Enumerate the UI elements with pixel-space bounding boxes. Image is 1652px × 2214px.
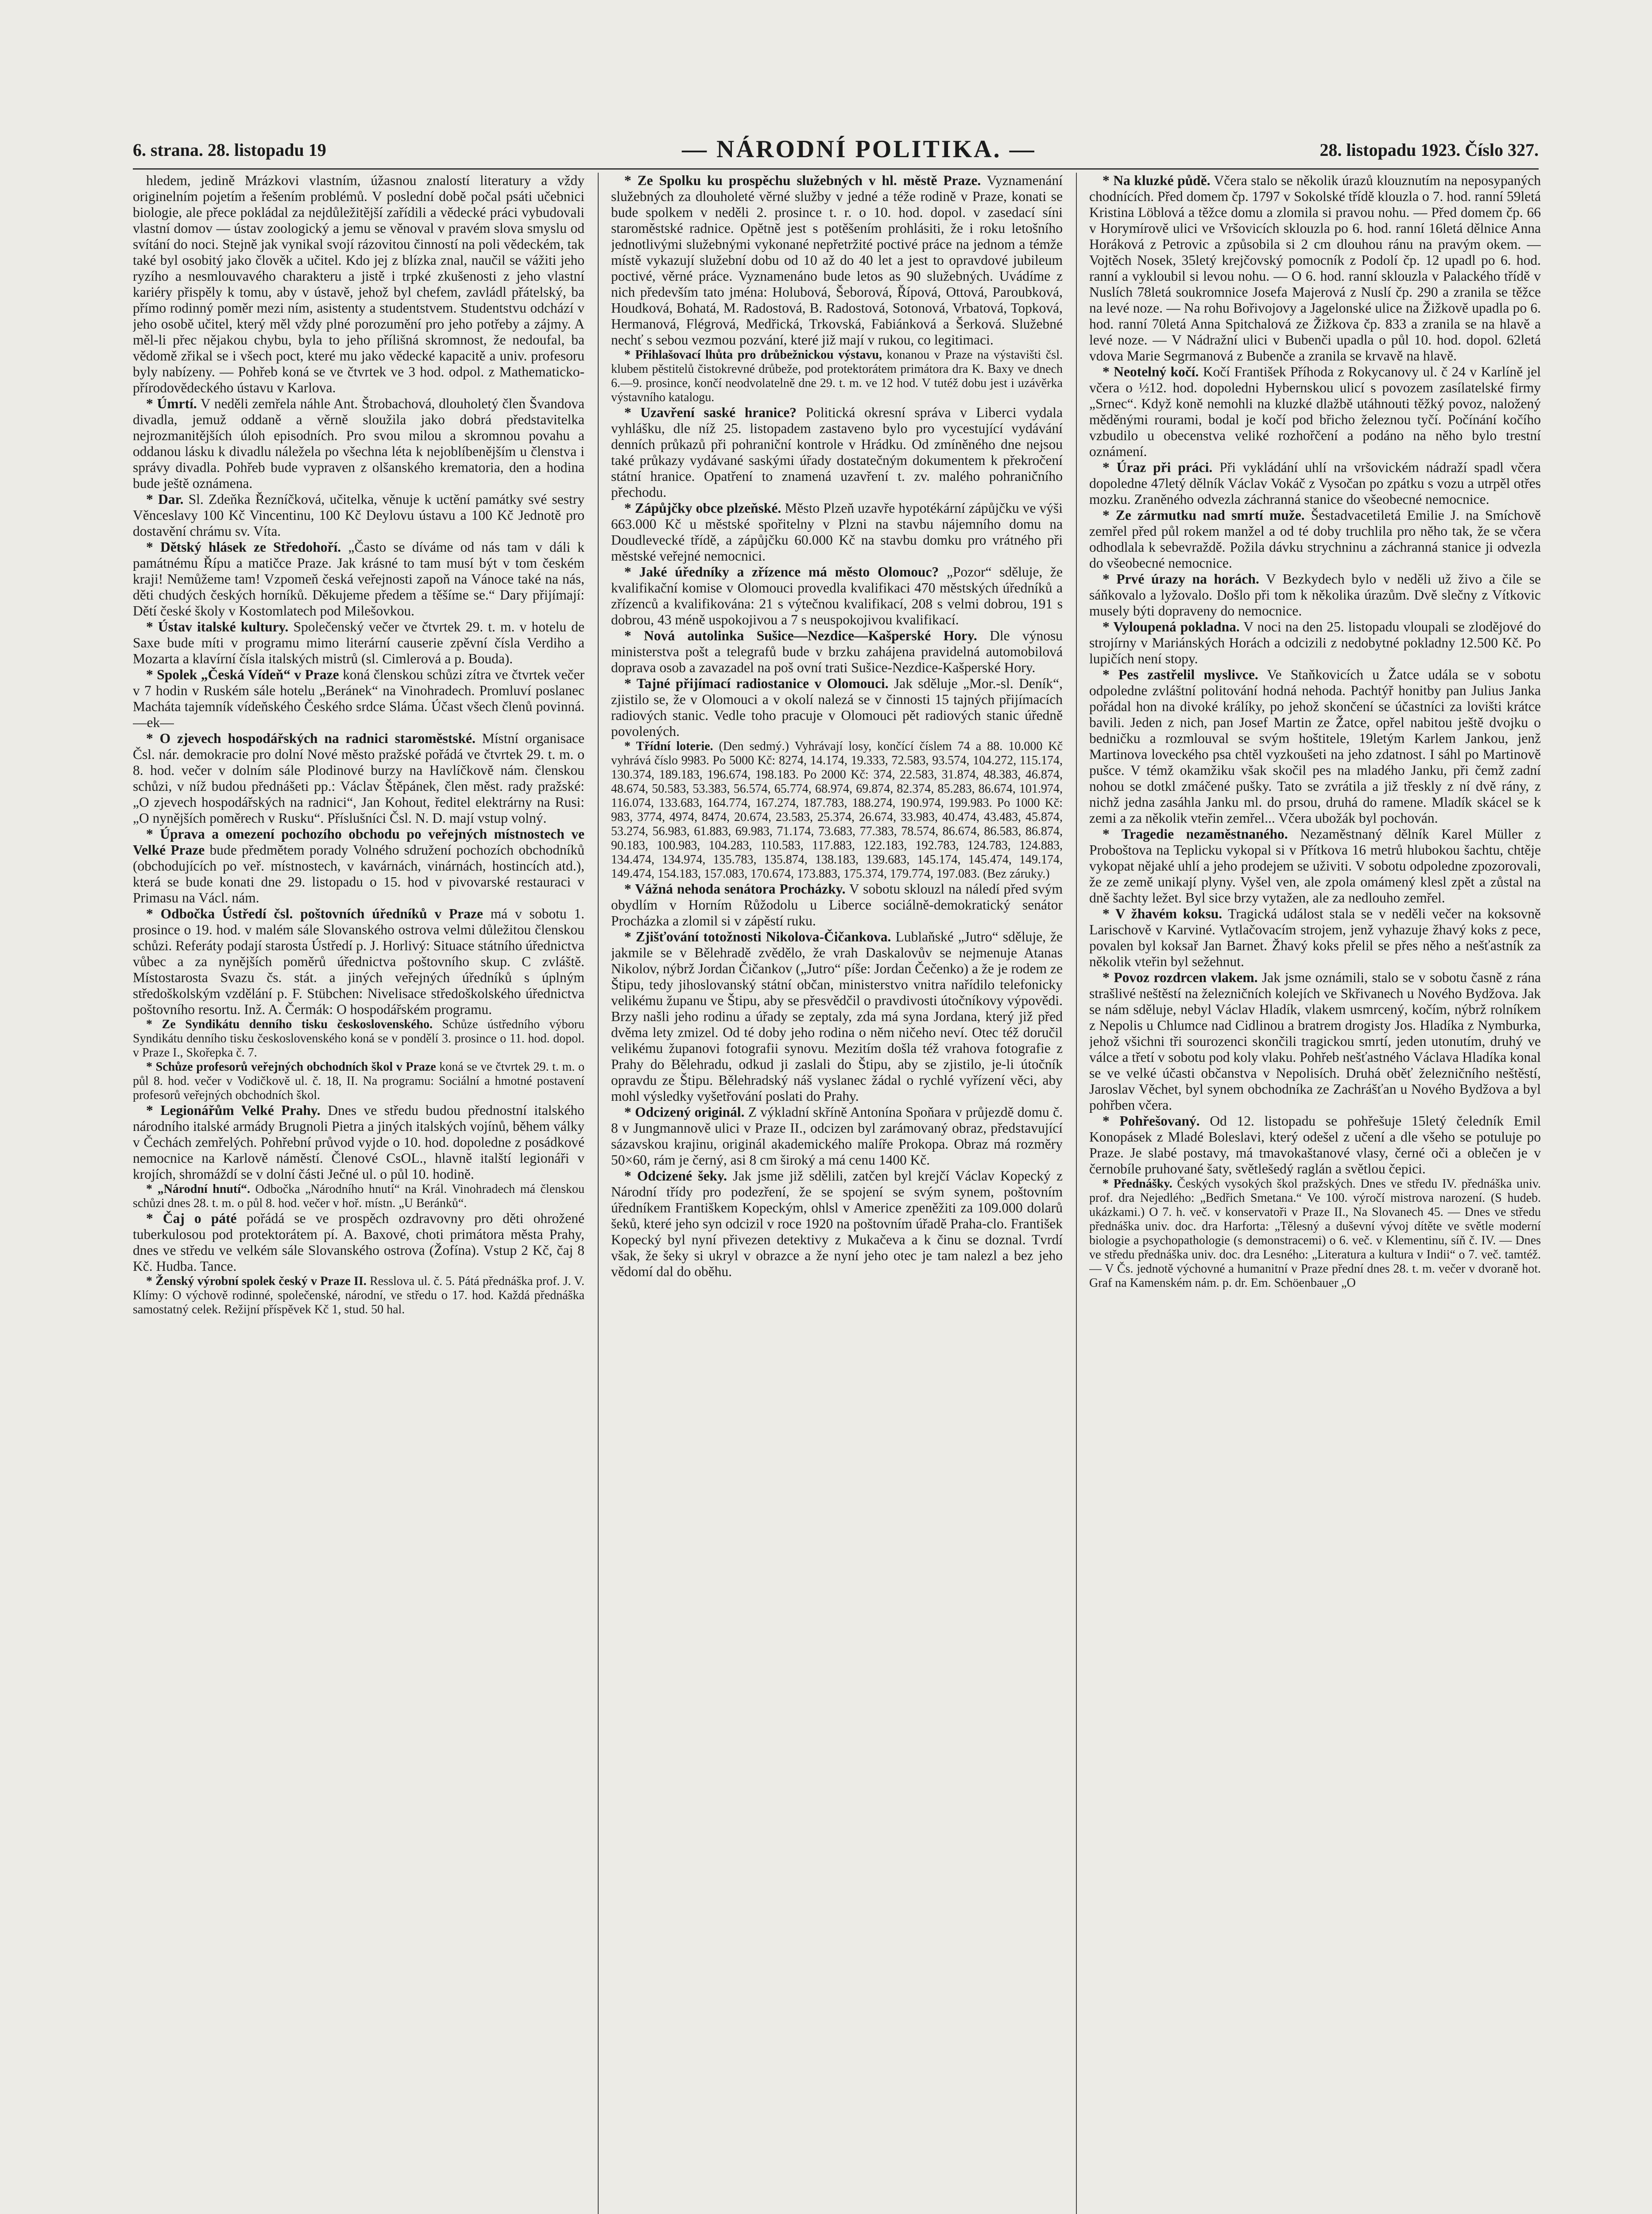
article [133, 1060, 584, 1103]
article-text: Jak jsme oznámili, stalo se v sobotu časně z rána strašlivé neštěstí na železničních kolejích ve Skřivanech u Nového Bydžova. Jak se nám sděluje, nebyl Václav Hladík, vlakem usmrcený, kočím, nýbrž rolníkem z Nepolis u Chlumce nad Cidlinou a bratrem drogisty Jos. Hladíka z Nymburka, jehož všichni tři sourozenci skončili tragickou smrtí, jeden utonutím, druhý ve válce a třetí v sobotu pod koly vlaku. Pohřeb nešťastného Václava Hladíka konal se ve velké účasti občanstva v Nepolisích. Druhá oběť železničního neštěstí, Jaroslav Věchet, byl synem obchodníka ze Zachrášťan u Nového Bydžova a byl pohřben včera. [1089, 970, 1541, 1113]
article-heading: Na kluzké půdě. [1113, 173, 1211, 188]
article-bullet: * [1103, 1113, 1120, 1129]
article [611, 564, 1063, 628]
article-bullet: * [624, 348, 635, 362]
article [133, 1103, 584, 1182]
article-bullet: * [624, 1104, 635, 1120]
article-heading: Povoz rozdrcen vlakem. [1114, 970, 1258, 985]
article-heading: Odcizené šeky. [637, 1168, 727, 1184]
article-bullet: * [624, 173, 638, 188]
article-heading: Prvé úrazy na horách. [1116, 571, 1259, 587]
article [133, 619, 584, 667]
article-heading: Dar. [158, 492, 184, 507]
article-bullet: * [146, 619, 158, 635]
column-2 [611, 173, 1063, 2214]
article-heading: Nová autolinka Sušice—Nezdice—Kašperské Hory. [644, 628, 977, 643]
article-text: Včera stalo se několik úrazů klouznutím na neposypaných chodnících. Před domem čp. 1797 v Sokolské třídě klouzla o 7. hod. ranní 59letá Kristina Löblová a těžce domu a zlomila si pravou nohu. — Před domem čp. 66 v Horymírově ulici ve Vršovicích sklouzla po 6. hod. ranní 16letá dělnice Anna Horáková z Petrovic a způsobila si 2 cm dlouhou ránu na pravým okem. — Vojtěch Nosek, 35letý krejčovský pomocník z Podolí čp. 12 upadl po 6. hod. ranní a vykloubil si levou nohu. — O 6. hod. ranní sklouzla v Palackého třídě v Nuslích 78letá soukromnice Josefa Majerová z Nuslí čp. 290 a zranila se těžce na levé noze. — Na rohu Bořivojovy a Jagelonské ulice na Žižkově upadla po 6. hod. ranní 70letá Anna Spitchalová ze Žižkova čp. 833 a zranila se na hlavě a levé noze. — V Nádražní ulici v Bubenči upadla o půl 10. hod. dopol. 62letá vdova Marie Segrmanová z Bubenče a zranila se krvavě na hlavě. [1089, 173, 1541, 364]
article-heading: Vážná nehoda senátora Procházky. [635, 881, 846, 897]
article [1089, 364, 1541, 460]
column-3 [1089, 173, 1541, 2214]
article [611, 173, 1063, 348]
article-text: V sobotu sklouzl na náledí před svým obydlím v Horním Růžodolu u Liberce sociálně-demokratický senátor Procházka a zlomil si v zápěstí ruku. [611, 881, 1063, 929]
article-text: Vyznamenání služebných za dlouholeté věrné služby v jedné a téže rodině v Praze, konati se bude spolkem v neděli 2. prosince t. r. o 10. hod. dopol. v zasedací síni staroměstské radnice. Opětně jest s potěšením prohlásiti, že i roku letošního jednotlivými služebnými vykonané nepřetržité poctivé práce na jednom a témže místě vykazují služební dobu od 10 až do 40 let a jest to opravdové jubileum poctivé, věrné práce. Vyznamenáno bude letos as 90 služebných. Uvádíme z nich především tato jména: Holubová, Šeborová, Řípová, Ottová, Paroubková, Houdková, Bohatá, M. Radostová, B. Radostová, Sotonová, Vrbatová, Topková, Hermanová, Flégrová, Medřická, Trkovská, Fabiánková a Šerková. Služebné nechť s sebou vezmou pozvání, které již mají v rukou, co legitimaci. [611, 173, 1063, 348]
article [133, 396, 584, 492]
article-heading: Spolek „Česká Vídeň“ v Praze [157, 667, 339, 682]
article-heading: Schůze profesorů veřejných obchodních škol v Praze [155, 1060, 436, 1074]
article-bullet: * [624, 676, 637, 691]
article-heading: Pes zastřelil myslivce. [1118, 667, 1258, 682]
article-bullet: * [1103, 970, 1114, 985]
article-heading: Dětský hlásek ze Středohoří. [160, 539, 341, 555]
article-heading: Zápůjčky obce plzeňské. [634, 500, 782, 516]
article-heading: V žhavém koksu. [1115, 906, 1223, 921]
article [611, 1104, 1063, 1168]
article-bullet: * [146, 1211, 163, 1226]
article-text: Ve Staňkovicích u Žatce udála se v sobotu odpoledne zvláštní politování hodná nehoda. Pachtýř honitby pan Julius Janka pořádal hon na divoké králíky, po jehož skončení se účastníci za lovišti krátce bavili. Jeden z nich, pan Josef Martin ze Žatce, opřel nabitou ještě dvojku o bedničku a rozmlouval se svým hoštitele, 19letým Karlem Jankou, jenž Martinova loveckého psa chtěl vyzkoušeti na jeho zdatnost. I sáhl po Martinově pušce. V témž okamžiku však skočil pes na mladého Janku, při čemž zadní nohou se dotkl zmáčené pušky. Tato se zvrátila a již třeskly z ní dvě rány, z nichž jedna zasáhla Janku ml. do prsou, druhá do ramene. Mladík skácel se k zemi a za několik vteřin zemřel... Včera ubožák byl pochován. [1089, 667, 1541, 826]
page-number-date: 6. strana. 28. listopadu 19 [133, 140, 326, 160]
article-bullet: * [1103, 667, 1118, 682]
article-heading: Zjišťování totožnosti Nikolova-Čičankova. [635, 929, 891, 944]
article-text: koná členskou schůzi zítra ve čtvrtek večer v 7 hodin v Ruském sále hotelu „Beránek“ na Vinohradech. Promluví poslanec Macháta tajemník vídeňského Českého srdce Sláma. Účast všech členů povinná. —ek— [133, 667, 584, 730]
article [133, 1274, 584, 1317]
article [133, 906, 584, 1018]
article-bullet: * [146, 539, 160, 555]
column-rule-2 [1076, 173, 1077, 2214]
article-text: Jak sděluje „Mor.-sl. Deník“, zjistilo se, že v Olomouci a v okolí nalezá se v činnosti 15 tajných přijímacích radiových stanic. Vedle toho pracuje v Olomouci pět radiových stanic úředně povolených. [611, 676, 1063, 739]
article-bullet: * [1103, 1177, 1114, 1191]
article [133, 1211, 584, 1274]
article [133, 1182, 584, 1211]
article-heading: Ze zármutku nad smrtí muže. [1115, 507, 1305, 523]
article-text: Šestadvacetiletá Emilie J. na Smíchově zemřel před půl rokem manžel a od té doby truchlila pro něho tak, že se včera odhodlala k sebevraždě. Požila dávku strychninu a záchranná stanice ji odvezla do všeobecné nemocnice. [1089, 507, 1541, 571]
article-heading: Ústav italské kultury. [158, 619, 289, 635]
article-text: Nezaměstnaný dělník Karel Müller z Proboštova na Teplicku vykopal si v Přítkova 16 metrů hlubokou šachtu, chtěje vykopat nějaké uhlí a jeho prodejem se uživiti. V sobotu odpoledne zpozorovali, že ze země unikají plyny. Vyšel ven, ale zpola omámený klesl zpět a zůstal na dně šachty ležet. Byl sice brzy vytažen, ale za nedlouho zemřel. [1089, 826, 1541, 906]
article [1089, 970, 1541, 1113]
column-rule-1 [598, 173, 599, 2214]
article-text: pořádá se ve prospěch ozdravovny pro děti ohrožené tuberkulosou pod protektorátem pí. A. Baxové, choti primátora města Prahy, dnes ve středu ve velkém sále Slovanského ostrova (Žofína). Vstup 2 Kč, čaj 8 Kč. Hudba. Tance. [133, 1211, 584, 1274]
article-bullet: * [624, 881, 635, 897]
article-text: (Den sedmý.) Vyhrávají losy, končící číslem 74 a 88. 10.000 Kč vyhrává číslo 9983. Po 5000 Kč: 8274, 14.174, 19.333, 72.583, 93.574, 104.272, 115.174, 130.374, 189.183, 196.674, 198.183. Po 2000 Kč: 374, 22.583, 31.874, 48.383, 46.874, 48.674, 50.583, 53.383, 56.574, 65.774, 68.974, 69.874, 82.374, 85.283, 86.674, 101.974, 116.074, 133.683, 164.774, 167.274, 187.783, 188.274, 190.974, 199.983. Po 1000 Kč: 983, 3774, 4974, 8474, 20.674, 23.583, 25.374, 26.674, 33.983, 40.474, 43.483, 45.874, 53.274, 56.983, 61.883, 69.983, 71.174, 73.683, 77.383, 78.574, 86.674, 86.583, 86.874, 90.183, 100.983, 104.283, 110.583, 117.883, 122.183, 192.783, 124.783, 124.883, 134.474, 134.974, 135.783, 135.874, 138.183, 139.683, 145.174, 145.474, 149.174, 149.474, 154.183, 157.083, 170.674, 173.883, 175.374, 179.774, 197.083. (Bez záruky.) [611, 739, 1063, 881]
article-text: Odbočka „Národního hnutí“ na Král. Vinohradech má členskou schůzi dnes 28. t. m. o půl 8. hod. večer v hoř. místn. „U Beránků“. [133, 1182, 584, 1210]
article [133, 826, 584, 906]
article-bullet: * [146, 1182, 158, 1196]
article-bullet: * [1103, 460, 1117, 475]
article [133, 731, 584, 826]
article-bullet: * [146, 667, 157, 682]
article-bullet: * [1103, 826, 1122, 842]
article [133, 492, 584, 539]
article [611, 676, 1063, 739]
article-text: Kočí František Příhoda z Rokycanovy ul. č 24 v Karlíně jel včera o ½12. hod. dopoledni Hybernskou ulicí s povozem zasílatelské firmy „Srnec“. Když koně nemohli na kluzké dlažbě utáhnouti těžký povoz, naložený měděnými rourami, bodal je kočí pod břicho železnou tyčí. Počínání kočího vzbudilo u obecenstva veliké rozhořčení a podáno na něho bylo trestní oznámení. [1089, 364, 1541, 459]
masthead-title: — NÁRODNÍ POLITIKA. — [682, 135, 1036, 163]
article-bullet: * [146, 906, 161, 921]
article-heading: Pohřešovaný. [1119, 1113, 1200, 1129]
article-text: Jak jsme již sdělili, zatčen byl krejčí Václav Kopecký z Národní třídy pro podezření, že se spojení se svým synem, poštovním úředníkem Františkem Kopeckým, ohlsl v Americe zpeněžiti za 109.000 dolarů šeků, které jeho syn odcizil v roce 1920 na poštovním úřadě Praha-clo. František Kopecký byl nyní přivezen detektivy z Mukačeva a k činu se doznal. Tvrdí však, že šeky si ukryl v obrazce a že nyní jeho otec je tam nalezl a bez jeho vědomí dal do oběhu. [611, 1168, 1063, 1279]
article-heading: Úmrtí. [157, 396, 197, 411]
article-text: Od 12. listopadu se pohřešuje 15letý čeledník Emil Konopásek z Mladé Boleslavi, který odešel z učení a dle všeho se potuluje po Praze. Je slabé postavy, má tmavokaštanové vlasy, černé oči a oblečen je v černobíle pruhované šaty, světlešedý raglán a světlou čepici. [1089, 1113, 1541, 1177]
article [133, 173, 584, 396]
article [133, 539, 584, 619]
article [133, 667, 584, 731]
article-bullet: * [1103, 364, 1114, 379]
article-bullet: * [146, 396, 157, 411]
article [1089, 1113, 1541, 1177]
article-heading: Úraz při práci. [1116, 460, 1213, 475]
article-bullet: * [624, 739, 636, 753]
article [1089, 619, 1541, 667]
article-bullet: * [1103, 571, 1117, 587]
article-text: koná se ve čtvrtek 29. t. m. o půl 8. hod. večer v Vodičkově ul. č. 18, II. Na programu: Sociální a hmotné postavení profesorů veřejných obchodních škol. [133, 1060, 584, 1102]
article-text: Při vykládání uhlí na vršovickém nádraží spadl včera dopoledne 47letý dělník Václav Vokáč z Vysočan po zpátku s vozu a utrpěl otřes mozku. Zraněného odvezla záchranná stanice do všeobecné nemocnice. [1089, 460, 1541, 507]
article [611, 500, 1063, 564]
article-heading: O zjevech hospodářských na radnici staroměstské. [159, 731, 476, 746]
article-heading: Odbočka Ústředí čsl. poštovních úředníků v Praze [160, 906, 483, 921]
article-text: Resslova ul. č. 5. Pátá přednáška prof. J. V. Klímy: O výchově rodinné, společenské, národní, ve středu o 17. hod. Každá přednáška samostatný celek. Režijní příspěvek Kč 1, stud. 50 hal. [133, 1274, 584, 1316]
article [1089, 826, 1541, 906]
article-text: Lublaňské „Jutro“ sděluje, že jakmile se v Bělehradě zvědělo, že vrah Daskalovův se nejmenuje Atanas Nikolov, nýbrž Jordan Čičankov („Jutro“ píše: Jordan Čečenko) a že je rodem ze Štipu, tedy jihoslovanský státní občan, ministerstvo vnitra nařídilo telefonicky velikému županu ve Štipu, aby se přesvědčil o pravdivosti útočníkovy výpovědi. Brzy našli jeho rodinu a úřady se zeptaly, zda má syna Jordana, který již před dvěma lety zmizel. Od té doby jeho rodina o něm ničeho neví. Otec též doručil velikému županovi fotografii synovu. Mezitím došla též vrahova fotografie z Prahy do Bělehradu, odkud ji zaslali do Štipu, aby se zjistilo, je-li útočník opravdu ze Štipu. Bělehradský náš vyslanec žádal o rychlé vyřízení věci, aby mohl výsledky vyšetřování poslati do Prahy. [611, 929, 1063, 1104]
article [1089, 667, 1541, 826]
article-text: V noci na den 25. listopadu vloupali se zlodějové do strojírny v Mariánských Horách a odcizili z nedobytné pokladny 12.500 Kč. Po lupičích není stopy. [1089, 619, 1541, 666]
article-bullet: * [1103, 507, 1116, 523]
article [611, 348, 1063, 405]
article-text: hledem, jedině Mrázkovi vlastním, úžasnou znalostí literatury a vždy originelním pojetím a řešením problémů. V poslední době počal psáti učebnici biologie, ale přece pokládal za nejdůležitější zařídili a vědecké práci vybudovali vlastní domov — ústav zoologický a jemu se věnoval v pravém slova smyslu od svítání do noci. Stejně jak vynikal svojí rázovitou činností na poli vědeckém, tak také byl osobitý jako člověk a učitel. Kdo jej z blízka znal, naučil se vážiti jeho ryzího a nesmlouvavého charakteru a jistě i trpké zkušenosti z jeho vlastní kariéry přispěly k tomu, aby v ústavě, jehož byl chefem, zavládl přátelský, ba přímo rodinný poměr mezi ním, asistenty a studentstvem. Studentstvu odchází v jeho osobě učitel, který měl vždy plné porozumění pro jeho potřeby a zájmy. A měl-li přec nějakou chybu, byla to jeho přílišná skromnost, že nedoufal, ba vědomě zřikal se i všech poct, které mu jako vědecké kapacitě a univ. profesoru byly nabízeny. — Pohřeb koná se ve čtvrtek ve 3 hod. odpol. z Mathematicko-přírodovědeckého ústavu v Karlova. [133, 173, 584, 395]
article-bullet: * [624, 405, 641, 420]
article-bullet: * [1103, 619, 1114, 635]
article-heading: Neotelný kočí. [1114, 364, 1199, 379]
article-text: má v sobotu 1. prosince o 19. hod. v malém sále Slovanského ostrova velmi důležitou členskou schůzi. Referáty podají starosta Ústředí p. J. Horlivý: Situace státního úřednictva vůbec a za nynějších poměrů úřednictva poštovního skup. C zvláště. Místostarosta Svazu čs. stát. a jiných veřejných úředníků s úplným středoškolským vzdělání p. F. Stübchen: Nivelisace středoškolského úřednictva poštovního resortu. Inž. A. Čermák: O hospodářském programu. [133, 906, 584, 1017]
issue-date-number: 28. listopadu 1923. Číslo 327. [1319, 140, 1539, 160]
article-text: V Bezkydech bylo v neděli už živo a čile se sáňkovalo a lyžovalo. Došlo při tom k několika úrazům. Dvě slečny z Vítkovic musely býti dopraveny do nemocnice. [1089, 571, 1541, 619]
article [1089, 507, 1541, 571]
article-heading: Vyloupená pokladna. [1113, 619, 1240, 635]
article-text: Město Plzeň uzavře hypotékární zápůjčku ve výši 663.000 Kč u městské spořitelny v Plzni na stavbu nájemního domu na Doudlevecké třídě, a zápůjčku 60.000 Kč na stavbu domku pro vrátného při městské veřejné nemocnici. [611, 500, 1063, 564]
article-text: Tragická událost stala se v neděli večer na koksovně Larischově v Karviné. Vytlačovacím strojem, jenž vyhazuje žhavý koks z pece, povalen byl koksař Jan Barnet. Žhavý koks přelil se přes něho a nešťastník za několik vteřin byl sežehnut. [1089, 906, 1541, 969]
article-text: Sl. Zdeňka Řezníčková, učitelka, věnuje k uctění památky své sestry Věnceslavy 100 Kč Vincentinu, 100 Kč Deylovu ústavu a 100 Kč Jednotě pro dostavění chrámu sv. Víta. [133, 492, 584, 539]
article [1089, 906, 1541, 970]
article-bullet: * [1103, 173, 1114, 188]
article [611, 628, 1063, 676]
article-heading: Přednášky. [1113, 1177, 1172, 1191]
header-rule [133, 168, 1539, 170]
article-bullet: * [624, 929, 636, 944]
article-text: Schůze ústředního výboru Syndikátu denního tisku československého koná se v pondělí 3. prosince o 11. hod. dopol. v Praze I., Skořepka č. 7. [133, 1018, 584, 1060]
article-bullet: * [146, 1103, 161, 1118]
article-bullet: * [146, 492, 158, 507]
article-bullet: * [146, 1274, 156, 1288]
article-heading: Přihlašovací lhůta pro drůbežnickou výstavu, [635, 348, 882, 362]
article-heading: Ze Syndikátu denního tisku československého. [162, 1018, 433, 1031]
article-bullet: * [624, 628, 644, 643]
article-heading: Legionářům Velké Prahy. [160, 1103, 321, 1118]
article-heading: Ze Spolku ku prospěchu služebných v hl. městě Praze. [637, 173, 981, 188]
article [611, 1168, 1063, 1280]
article-text: Českých vysokých škol pražských. Dnes ve středu IV. přednáška univ. prof. dra Nejedlého: „Bedřich Smetana.“ Ve 100. výročí mistrova narození. (S hudeb. ukázkami.) O 7. h. več. v konservatoři v Praze II., Na Slovanech 45. — Dnes ve středu přednáška univ. doc. dra Harforta: „Tělesný a duševní vývoj dítěte ve světle moderní biologie a psychopathologie (s demonstracemi) o 6. več. v Klementinu, síň č. IV. — Dnes ve středu přednáška univ. doc. dra Lesného: „Literatura a kultura v Indii“ o 7. več. tamtéž. — V Čs. jednotě výchovné a humanitní v Praze přední dnes 28. t. m. večer v dvoraně hot. Graf na Kamenském nám. p. dr. Em. Schöenbauer „O [1089, 1177, 1541, 1290]
article-bullet: * [146, 1060, 156, 1074]
article-text: Dle výnosu ministerstva pošt a telegrafů bude v brzku zahájena pravidelná automobilová doprava osob a zavazadel na poš ovní trati Sušice-Nezdice-Kašperské Hory. [611, 628, 1063, 675]
article-text: Z výkladní skříně Antonína Spoňara v průjezdě domu č. 8 v Jungmannově ulici v Praze II., odcizen byl zarámovaný obraz, představující sázavskou krajinu, originál akademického malíře Prokopa. Obraz má rozměry 50×60, rám je černý, asi 8 cm široký a má cenu 1400 Kč. [611, 1104, 1063, 1168]
article [611, 405, 1063, 500]
article-bullet: * [1103, 906, 1115, 921]
article-text: Společenský večer ve čtvrtek 29. t. m. v hotelu de Saxe bude míti v programu mimo literární causerie zpěvní čísla Verdiho a Mozarta a klavírní čísla italských mistrů (sl. Cimlerová a p. Bouda). [133, 619, 584, 666]
article [611, 739, 1063, 881]
article-bullet: * [146, 1018, 162, 1031]
article-heading: Odcizený originál. [635, 1104, 745, 1120]
article-bullet: * [624, 1168, 637, 1184]
article-heading: Jaké úředníky a zřízence má město Olomouc? [639, 564, 939, 580]
page-header [133, 135, 1539, 166]
article-text: „Pozor“ sděluje, že kvalifikační komise v Olomouci provedla kvalifikaci 470 městských úředníků a zřízenců a kvalifikována: 21 s výtečnou kvalifikací, 208 s velmi dobrou, 191 s dobrou, 43 méně uspokojivou a 7 s neuspokojivou kvalifikací. [611, 564, 1063, 627]
article-heading: Třídní loterie. [636, 739, 713, 753]
article-bullet: * [146, 826, 160, 842]
article-bullet: * [146, 731, 160, 746]
article [1089, 1177, 1541, 1290]
article [1089, 460, 1541, 507]
article-heading: Uzavření saské hranice? [640, 405, 797, 420]
article [1089, 571, 1541, 619]
article [1089, 173, 1541, 364]
article-heading: Tajné přijímací radiostanice v Olomouci. [636, 676, 889, 691]
article-heading: Úprava a omezení pochozího obchodu po veřejných místnostech ve Velké Praze [133, 826, 584, 858]
article-heading: Tragedie nezaměstnaného. [1121, 826, 1288, 842]
article-text: Dnes ve středu budou přednostní italského národního italské armády Brugnoli Pietra a jiných italských vojínů, během války v Čechách zemřelých. Pohřební průvod vyjde o 10. hod. dopoledne z posádkové nemocnice na Karlově náměstí. Členové CsOL., hlavně italští legionáři v krojích, shromáždí se v dolní části Ječné ul. o půl 10. hodině. [133, 1103, 584, 1182]
article-text: Politická okresní správa v Liberci vydala vyhlášku, dle níž 25. listopadem zastaveno bylo pro vycestující vydávání denních průkazů při pohraniční kontrole v Hrádku. Od zmíněného dne nejsou také průkazy vydávané saskými úřady dostatečným dokumentem k překročení státní hranice. Opatření to znamená uzavření t. zv. malého pohraničního přechodu. [611, 405, 1063, 500]
article-bullet: * [624, 564, 639, 580]
article [611, 881, 1063, 929]
article [611, 929, 1063, 1104]
article-heading: Čaj o páté [162, 1211, 237, 1226]
article-text: „Často se díváme od nás tam v dáli k památnému Řípu a matičce Praze. Jak krásné to tam musí být v tom českém kraji! Nemůžeme tam! Vzpomeň česká veřejnosti zapoň na Vánoce také na nás, děti chudých českých horníků. Děkujeme předem a těšíme se.“ Dary přijímají: Dětí české školy v Kostomlatech pod Milešovkou. [133, 539, 584, 619]
article-heading: „Národní hnutí“. [157, 1182, 251, 1196]
article-text: bude předmětem porady Volného sdružení pochozích obchodníků (obchodujících po veř. místnostech, v kavárnách, vinárnách, hostincích atd.), která se bude konati dne 29. listopadu o 15. hod v pivovarské restauraci v Primasu na Václ. nám. [133, 842, 584, 906]
article-text: konanou v Praze na výstavišti čsl. klubem pěstitelů čistokrevné drůbeže, pod protektorátem primátora dra K. Baxy ve dnech 6.—9. prosince, končí neodvolatelně dne 29. t. m. ve 12 hod. V tutéž dobu jest i uzávěrka výstavního katalogu. [611, 348, 1063, 404]
column-1 [133, 173, 584, 2214]
article-heading: Ženský výrobní spolek český v Praze II. [155, 1274, 367, 1288]
article [133, 1018, 584, 1060]
article-text: Místní organisace Čsl. nár. demokracie pro dolní Nové město pražské pořádá ve čtvrtek 29. t. m. o 8. hod. večer v dolním sále Plodinové burzy na Havlíčkově nám. členskou schůzi, v níž budou přednášeti pp.: Václav Štěpánek, člen měst. rady pražské: „O zjevech hospodářských na radnici“, Jan Kohout, ředitel elektrárny na Rusi: „O nynějších poměrech v Rusku“. Příslušníci Čsl. N. D. mají vstup volný. [133, 731, 584, 826]
article-bullet: * [624, 500, 635, 516]
article-text: V neděli zemřela náhle Ant. Štrobachová, dlouholetý člen Švandova divadla, jemuž oddaně a věrně sloužila jako dobrá představitelka nejrozmanitějších úloh episodních. Pro svou milou a skromnou povahu a oddanou lásku k divadlu náležela po všechna léta k nejoblíbenějším u členstva i správy divadla. Pohřeb bude vypraven z olšanského krematoria, den a hodina bude ještě oznámena. [133, 396, 584, 491]
